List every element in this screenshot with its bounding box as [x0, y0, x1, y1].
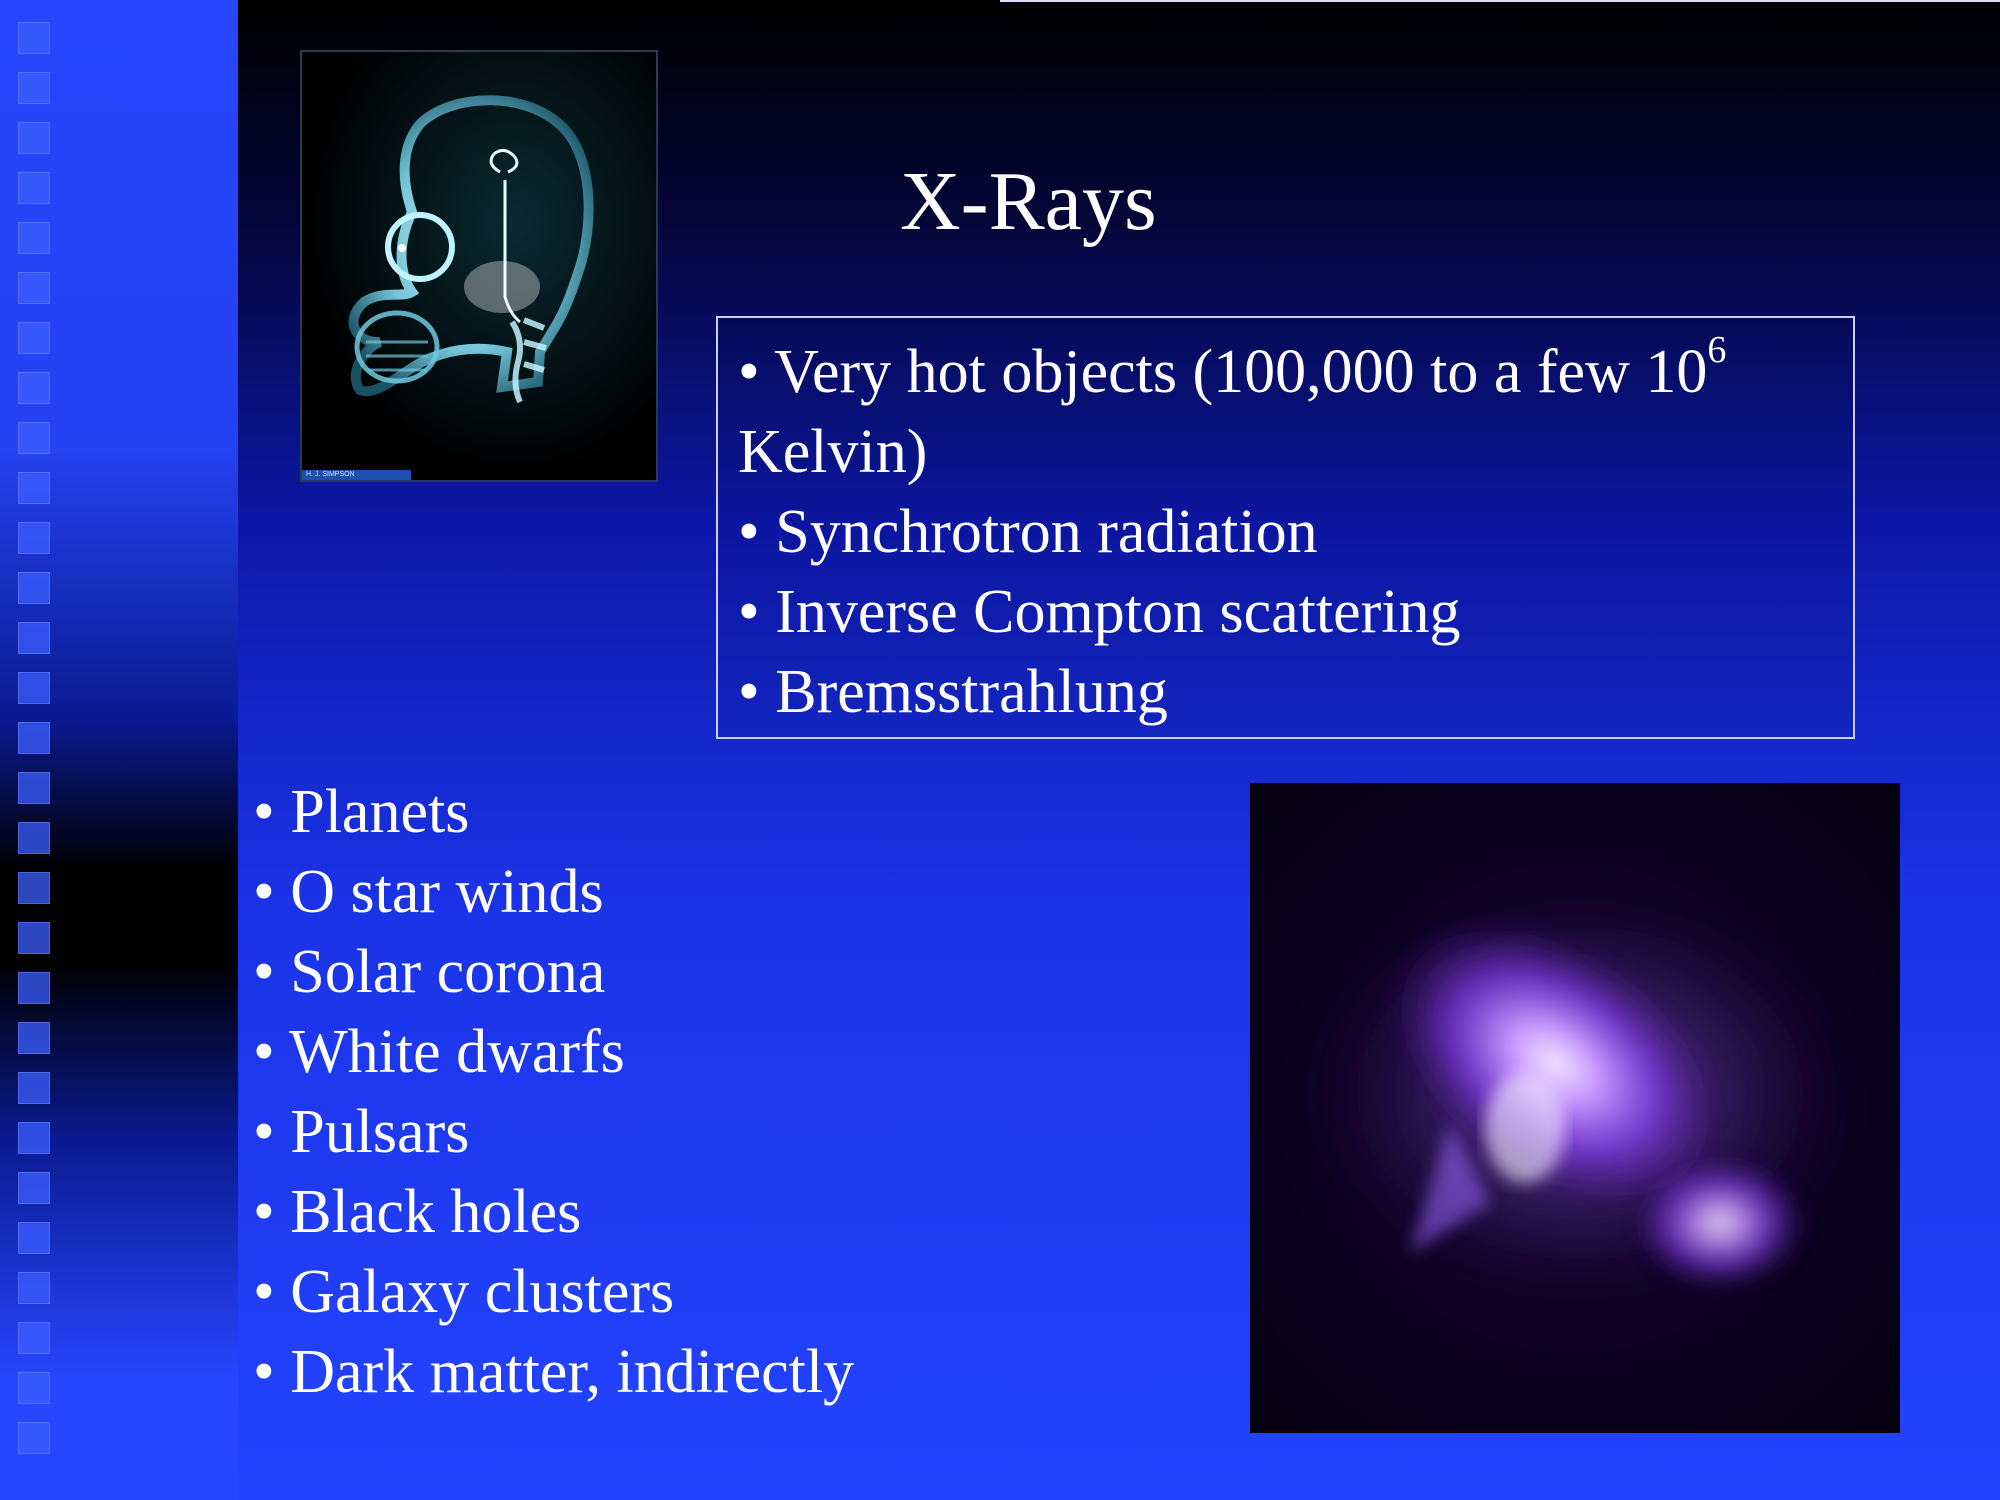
list-item-text: Galaxy clusters	[290, 1258, 675, 1326]
sidebar-square	[18, 472, 50, 504]
sidebar-square	[18, 372, 50, 404]
sidebar-square	[18, 222, 50, 254]
list-item-text: Solar corona	[290, 938, 606, 1006]
superscript-exponent: 6	[1707, 329, 1727, 372]
sidebar-square	[18, 1022, 50, 1054]
sidebar-square	[18, 1372, 50, 1404]
bullet: •	[253, 858, 275, 926]
slide-title: X-Rays	[900, 155, 1157, 248]
xray-skull-icon	[302, 52, 656, 480]
list-item-text: Black holes	[290, 1178, 582, 1246]
sidebar-square	[18, 1322, 50, 1354]
list-item-text: White dwarfs	[289, 1018, 625, 1086]
sidebar-square	[18, 22, 50, 54]
sidebar-square	[18, 172, 50, 204]
list-item	[253, 772, 854, 852]
bullet: •	[738, 658, 760, 726]
sidebar-square	[18, 122, 50, 154]
box-item-synchrotron	[738, 492, 1853, 572]
sidebar-square	[18, 272, 50, 304]
list-item	[253, 852, 854, 932]
bullet: •	[253, 938, 275, 1006]
bullet: •	[253, 1178, 275, 1246]
list-item-text: O star winds	[290, 858, 604, 926]
sidebar-square	[18, 1272, 50, 1304]
list-item	[253, 1332, 854, 1412]
sidebar-square	[18, 1422, 50, 1454]
box-item-text: Synchrotron radiation	[775, 498, 1318, 566]
xray-caption: H. J. SIMPSON	[302, 470, 411, 480]
sidebar-square	[18, 1122, 50, 1154]
bullet: •	[253, 778, 275, 846]
box-item-text: Very hot objects (100,000 to a few 10	[774, 338, 1708, 406]
sidebar-square	[18, 872, 50, 904]
list-item	[253, 932, 854, 1012]
sidebar-square	[18, 1222, 50, 1254]
sidebar-square	[18, 822, 50, 854]
sidebar-squares	[18, 22, 50, 1472]
sidebar-square	[18, 322, 50, 354]
decorative-sidebar	[0, 0, 238, 1500]
emission-mechanisms-box	[716, 316, 1855, 739]
sidebar-square	[18, 422, 50, 454]
sidebar-square	[18, 522, 50, 554]
box-item-continuation: Kelvin)	[738, 418, 928, 486]
xray-sources-list	[253, 772, 854, 1412]
sidebar-square	[18, 722, 50, 754]
sidebar-square	[18, 672, 50, 704]
list-item	[253, 1172, 854, 1252]
bullet: •	[253, 1338, 275, 1406]
crab-nebula-image	[1250, 783, 1900, 1433]
bullet: •	[738, 338, 760, 406]
nebula-icon	[1250, 783, 1900, 1433]
list-item	[253, 1012, 854, 1092]
box-item-bremsstrahlung	[738, 652, 1853, 732]
sidebar-square	[18, 1172, 50, 1204]
box-item-text: Inverse Compton scattering	[775, 578, 1461, 646]
list-item	[253, 1092, 854, 1172]
bullet: •	[253, 1018, 275, 1086]
sidebar-square	[18, 572, 50, 604]
sidebar-square	[18, 972, 50, 1004]
box-item-text: Bremsstrahlung	[775, 658, 1168, 726]
bullet: •	[738, 498, 760, 566]
sidebar-square	[18, 772, 50, 804]
sidebar-square	[18, 622, 50, 654]
sidebar-square	[18, 922, 50, 954]
top-accent-line	[1000, 0, 2000, 2]
list-item-text: Dark matter, indirectly	[290, 1338, 855, 1406]
list-item	[253, 1252, 854, 1332]
homer-xray-image	[300, 50, 658, 482]
bullet: •	[738, 578, 760, 646]
sidebar-square	[18, 1072, 50, 1104]
box-item-inverse-compton	[738, 572, 1853, 652]
list-item-text: Planets	[290, 778, 470, 846]
bullet: •	[253, 1258, 275, 1326]
bullet: •	[253, 1098, 275, 1166]
box-item-hot-objects	[738, 329, 1853, 412]
sidebar-square	[18, 72, 50, 104]
list-item-text: Pulsars	[290, 1098, 470, 1166]
